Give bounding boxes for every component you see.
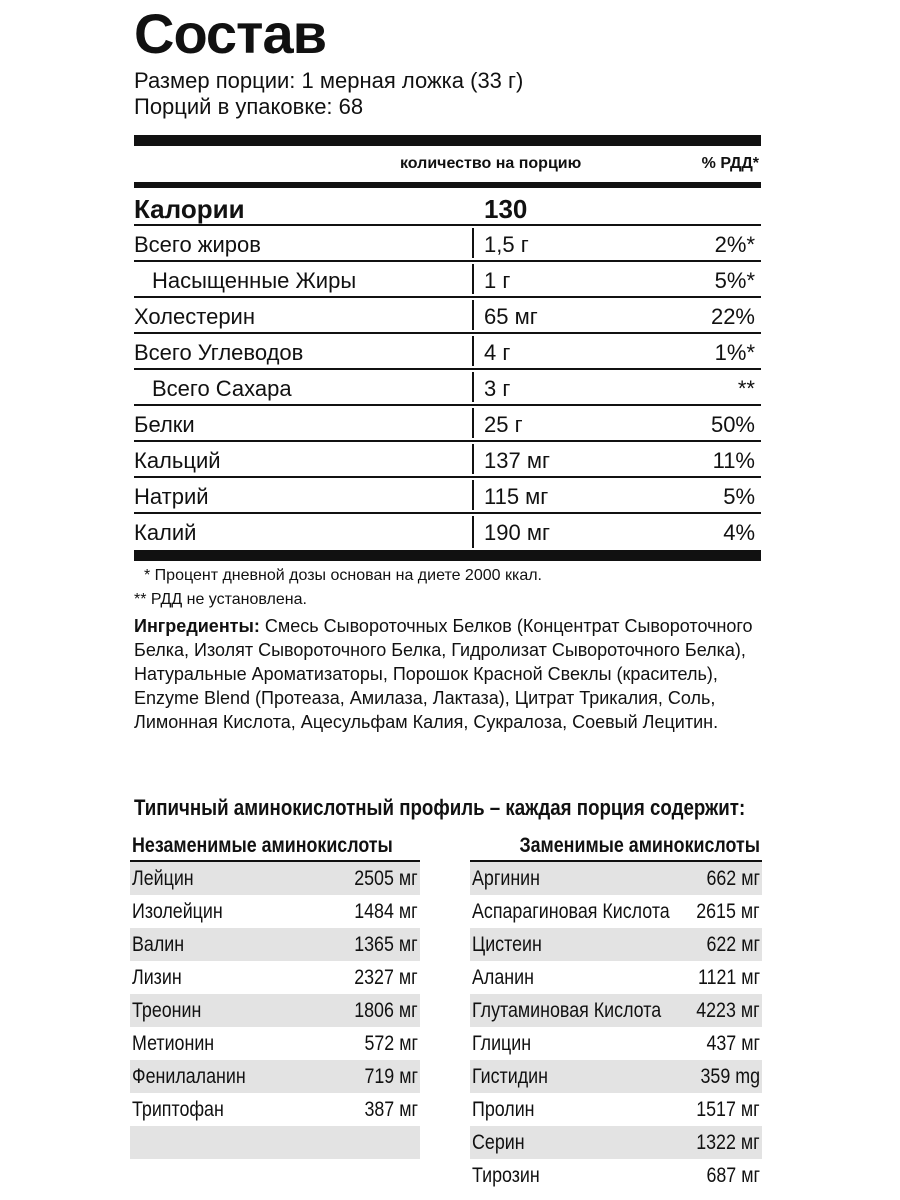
nutrient-dv: 2%* <box>714 232 755 257</box>
amino-row <box>130 895 420 928</box>
nutrient-amount: 1 г <box>484 268 511 293</box>
amino-name: Метионин <box>132 1032 215 1055</box>
column-divider <box>472 408 474 438</box>
ingredients <box>134 614 774 734</box>
nutrition-row <box>134 262 761 298</box>
calories-row <box>134 188 761 226</box>
header-amount: количество на порцию <box>400 155 582 172</box>
calories-value: 130 <box>484 194 528 224</box>
servings-per-pack: Порций в упаковке: 68 <box>134 94 364 119</box>
amino-value: 437 мг <box>706 1032 760 1055</box>
amino-row <box>130 961 420 994</box>
nutrient-dv: 11% <box>712 448 755 473</box>
nutrient-name: Всего Сахара <box>152 376 292 401</box>
amino-name: Триптофан <box>132 1098 224 1121</box>
page-title: Состав <box>134 2 327 65</box>
column-divider <box>472 372 474 402</box>
footnote-not-established: ** РДД не установлена. <box>134 591 307 608</box>
nutrition-row <box>134 514 761 550</box>
nutrient-name: Кальций <box>134 448 221 473</box>
nutrient-amount: 137 мг <box>484 448 550 473</box>
nutrient-dv: 5% <box>723 484 755 509</box>
amino-name: Аспарагиновая Кислота <box>472 900 670 923</box>
nutrition-row <box>134 478 761 514</box>
header-dv: % РДД* <box>701 155 759 172</box>
amino-row <box>470 961 762 994</box>
amino-row <box>130 1027 420 1060</box>
amino-row <box>470 1159 762 1192</box>
column-divider <box>472 444 474 474</box>
amino-profile-title: Типичный аминокислотный профиль – каждая порция содержит: <box>134 795 746 820</box>
nutrient-name: Натрий <box>134 484 209 509</box>
column-divider <box>472 300 474 330</box>
amino-value: 1365 мг <box>354 933 418 956</box>
amino-value: 1806 мг <box>354 999 418 1022</box>
nutrient-name: Калий <box>134 520 197 545</box>
nutrient-dv: ** <box>737 376 755 401</box>
nutrient-dv: 4% <box>723 520 755 545</box>
bottom-divider <box>134 550 761 561</box>
amino-value: 1517 мг <box>696 1098 760 1121</box>
amino-row <box>470 1093 762 1126</box>
amino-row-empty <box>130 1126 420 1159</box>
amino-value: 387 мг <box>364 1098 418 1121</box>
nutrition-row <box>134 226 761 262</box>
amino-row <box>130 862 420 895</box>
nutrition-row <box>134 406 761 442</box>
amino-name: Цистеин <box>472 933 542 956</box>
nutrient-amount: 3 г <box>484 376 511 401</box>
amino-row <box>470 895 762 928</box>
ingredients-text: Смесь Сывороточных Белков (Концентрат Сывороточного Белка, Изолят Сывороточного Белка, Гидролизат Сывороточного Белка), Натуральные Ароматизаторы, Порошок Красной Свеклы (краситель), Enzyme Blend (Протеаза, Амилаза, Лактаза), Цитрат Трикалия, Соль, Лимонная Кислота, Ацесульфам Калия, Сукралоза, Соевый Лецитин. <box>134 616 753 732</box>
nutrient-name: Всего жиров <box>134 232 261 257</box>
nutrition-row <box>134 298 761 334</box>
nutrition-header <box>134 146 761 182</box>
nutrient-name: Белки <box>134 412 195 437</box>
nutrition-table <box>134 135 761 561</box>
amino-value: 1484 мг <box>354 900 418 923</box>
nutrient-dv: 5%* <box>714 268 755 293</box>
nutrient-amount: 25 г <box>484 412 523 437</box>
amino-value: 2327 мг <box>354 966 418 989</box>
serving-info <box>134 68 523 120</box>
amino-name: Изолейцин <box>132 900 223 923</box>
nonessential-amino-table <box>470 832 762 1192</box>
amino-value: 2615 мг <box>696 900 760 923</box>
nutrient-name: Холестерин <box>134 304 255 329</box>
essential-amino-header: Незаменимые аминокислоты <box>130 832 420 862</box>
amino-row <box>470 928 762 961</box>
nutrition-row <box>134 442 761 478</box>
nutrient-amount: 4 г <box>484 340 511 365</box>
amino-name: Валин <box>132 933 185 956</box>
amino-value: 2505 мг <box>354 867 418 890</box>
amino-value: 719 мг <box>364 1065 418 1088</box>
amino-value: 572 мг <box>364 1032 418 1055</box>
column-divider <box>472 336 474 366</box>
amino-name: Серин <box>472 1131 525 1154</box>
footnote-dv: * Процент дневной дозы основан на диете 2000 ккал. <box>144 567 542 584</box>
nutrient-amount: 115 мг <box>484 484 549 509</box>
amino-row <box>130 994 420 1027</box>
amino-name: Аланин <box>472 966 534 989</box>
amino-row <box>130 928 420 961</box>
amino-name: Гистидин <box>472 1065 548 1088</box>
amino-value: 687 мг <box>706 1164 760 1187</box>
amino-name: Лейцин <box>132 867 194 890</box>
nutrient-amount: 65 мг <box>484 304 538 329</box>
nutrient-name: Всего Углеводов <box>134 340 304 365</box>
amino-name: Лизин <box>132 966 182 989</box>
nutrient-amount: 1,5 г <box>484 232 529 257</box>
amino-value: 1322 мг <box>696 1131 760 1154</box>
amino-name: Пролин <box>472 1098 535 1121</box>
nutrient-dv: 22% <box>710 304 755 329</box>
amino-row <box>470 1060 762 1093</box>
amino-value: 622 мг <box>706 933 760 956</box>
column-divider <box>472 516 474 548</box>
top-divider <box>134 135 761 146</box>
column-divider <box>472 228 474 258</box>
nutrition-row <box>134 334 761 370</box>
nutrient-amount: 190 мг <box>484 520 550 545</box>
amino-row <box>470 994 762 1027</box>
footnotes <box>134 564 542 612</box>
amino-value: 4223 мг <box>696 999 760 1022</box>
amino-row <box>470 862 762 895</box>
amino-name: Фенилаланин <box>132 1065 246 1088</box>
amino-value: 662 мг <box>706 867 760 890</box>
nutrient-dv: 1%* <box>714 340 755 365</box>
nutrition-row <box>134 370 761 406</box>
serving-size: Размер порции: 1 мерная ложка (33 г) <box>134 68 524 93</box>
amino-value: 1121 мг <box>697 966 760 989</box>
amino-name: Глицин <box>472 1032 532 1055</box>
amino-name: Глутаминовая Кислота <box>472 999 662 1022</box>
amino-row <box>470 1027 762 1060</box>
amino-value: 359 mg <box>700 1065 760 1088</box>
column-divider <box>472 264 474 294</box>
amino-row <box>470 1126 762 1159</box>
essential-amino-table <box>130 832 420 1159</box>
nutrient-name: Насыщенные Жиры <box>152 268 357 293</box>
amino-name: Аргинин <box>472 867 541 890</box>
column-divider <box>472 480 474 510</box>
ingredients-label: Ингредиенты: <box>134 616 260 636</box>
nutrient-dv: 50% <box>710 412 755 437</box>
nonessential-amino-header: Заменимые аминокислоты <box>470 832 762 862</box>
amino-row <box>130 1093 420 1126</box>
amino-name: Треонин <box>132 999 202 1022</box>
calories-label: Калории <box>134 194 245 224</box>
amino-row <box>130 1060 420 1093</box>
amino-name: Тирозин <box>472 1164 540 1187</box>
